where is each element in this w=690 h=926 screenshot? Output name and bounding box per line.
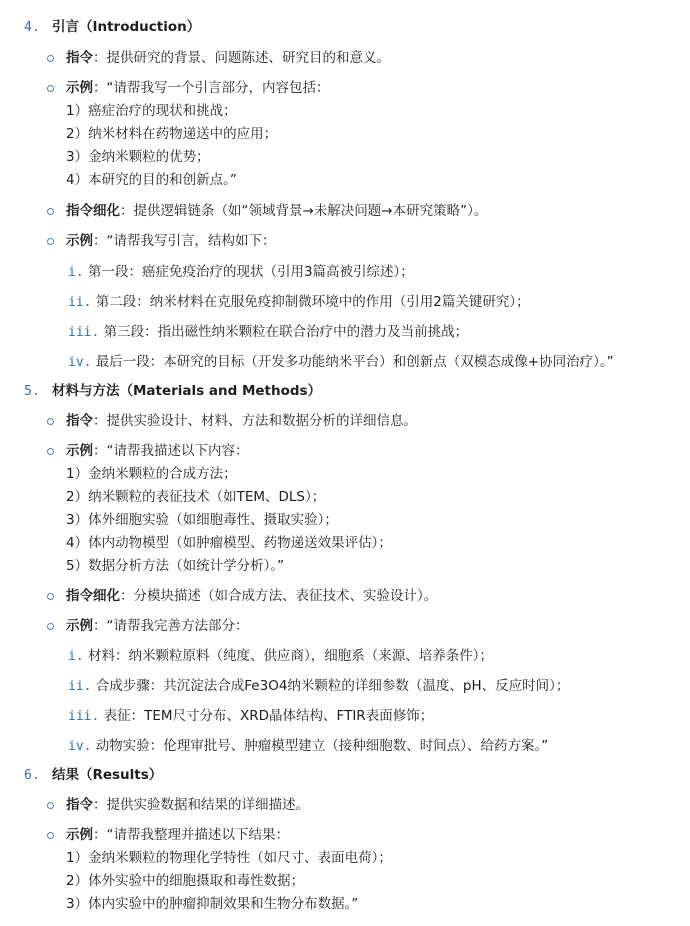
item-text: ：“请帮我写一个引言部分，内容包括： bbox=[93, 80, 330, 96]
instruction-item bbox=[66, 411, 417, 431]
list-item: 5）数据分析方法（如统计学分析）。” bbox=[66, 558, 285, 574]
list-item: 2）体外实验中的细胞摄取和毒性数据； bbox=[66, 873, 305, 889]
roman-list-item bbox=[68, 736, 548, 757]
roman-list-item bbox=[68, 676, 569, 697]
bullet-icon bbox=[47, 623, 54, 630]
roman-numeral: i. bbox=[68, 649, 84, 664]
list-item: 2）纳米颗粒的表征技术（如TEM、DLS）； bbox=[66, 489, 326, 505]
roman-list-item bbox=[68, 352, 614, 373]
item-text: ：提供逻辑链条（如“领域背景→未解决问题→本研究策略”）。 bbox=[120, 203, 488, 219]
roman-text: 表征：TEM尺寸分布、XRD晶体结构、FTIR表面修饰； bbox=[103, 708, 434, 724]
roman-text: 材料：纳米颗粒原料（纯度、供应商），细胞系（来源、培养条件）； bbox=[87, 648, 493, 664]
item-text: ：“请帮我写引言，结构如下： bbox=[93, 233, 276, 249]
roman-text: 最后一段：本研究的目标（开发多功能纳米平台）和创新点（双模态成像+协同治疗）。” bbox=[95, 354, 614, 370]
bullet-icon bbox=[47, 832, 54, 839]
roman-list-item bbox=[68, 706, 433, 727]
list-item: 3）体外细胞实验（如细胞毒性、摄取实验）； bbox=[66, 512, 338, 528]
roman-numeral: iii. bbox=[68, 709, 100, 724]
roman-list-item bbox=[68, 262, 414, 283]
bullet-icon bbox=[47, 85, 54, 92]
bullet-icon bbox=[47, 448, 54, 455]
roman-numeral: iv. bbox=[68, 355, 92, 370]
roman-list-item bbox=[68, 322, 468, 343]
item-key: 示例 bbox=[66, 80, 93, 96]
list-item: 1）金纳米颗粒的合成方法； bbox=[66, 466, 237, 482]
roman-text: 第三段：指出磁性纳米颗粒在联合治疗中的潜力及当前挑战； bbox=[103, 324, 469, 340]
section-title: 结果（Results） bbox=[51, 767, 163, 783]
bullet-icon bbox=[47, 418, 54, 425]
instruction-item bbox=[66, 795, 309, 815]
roman-text: 第二段：纳米材料在克服免疫抑制微环境中的作用（引用2篇关键研究）； bbox=[95, 294, 530, 310]
example-item bbox=[66, 78, 330, 98]
roman-text: 第一段：癌症免疫治疗的现状（引用3篇高被引综述）； bbox=[87, 264, 414, 280]
item-key: 指令 bbox=[66, 797, 93, 813]
list-item: 1）癌症治疗的现状和挑战； bbox=[66, 103, 237, 119]
item-text: ：分模块描述（如合成方法、表征技术、实验设计）。 bbox=[120, 588, 438, 604]
item-text: ：提供研究的背景、问题陈述、研究目的和意义。 bbox=[93, 50, 390, 66]
item-key: 示例 bbox=[66, 443, 93, 459]
list-item: 4）体内动物模型（如肿瘤模型、药物递送效果评估）； bbox=[66, 535, 392, 551]
bullet-icon bbox=[47, 802, 54, 809]
item-key: 示例 bbox=[66, 618, 93, 634]
section-4-heading bbox=[24, 17, 200, 38]
roman-text: 合成步骤：共沉淀法合成Fe3O4纳米颗粒的详细参数（温度、pH、反应时间）； bbox=[95, 678, 570, 694]
roman-list-item bbox=[68, 292, 530, 313]
bullet-icon bbox=[47, 238, 54, 245]
item-text: ：“请帮我整理并描述以下结果： bbox=[93, 827, 289, 843]
list-item: 3）体内实验中的肿瘤抑制效果和生物分布数据。” bbox=[66, 896, 359, 912]
bullet-icon bbox=[47, 55, 54, 62]
roman-list-item bbox=[68, 646, 493, 667]
example-item bbox=[66, 231, 276, 251]
item-text: ：“请帮我完善方法部分： bbox=[93, 618, 249, 634]
item-key: 指令 bbox=[66, 413, 93, 429]
roman-numeral: ii. bbox=[68, 679, 92, 694]
bullet-icon bbox=[47, 208, 54, 215]
section-5-heading bbox=[24, 381, 321, 402]
instruction-refine-item bbox=[66, 586, 437, 606]
item-text: ：提供实验数据和结果的详细描述。 bbox=[93, 797, 309, 813]
item-key: 示例 bbox=[66, 233, 93, 249]
roman-numeral: ii. bbox=[68, 295, 92, 310]
section-number: 6. bbox=[24, 768, 40, 783]
bullet-icon bbox=[47, 593, 54, 600]
list-item: 4）本研究的目的和创新点。” bbox=[66, 172, 237, 188]
item-key: 指令细化 bbox=[66, 588, 120, 604]
section-title: 引言（Introduction） bbox=[51, 19, 201, 35]
list-item: 2）纳米材料在药物递送中的应用； bbox=[66, 126, 278, 142]
roman-numeral: i. bbox=[68, 265, 84, 280]
instruction-item bbox=[66, 48, 390, 68]
item-key: 指令 bbox=[66, 50, 93, 66]
list-item: 3）金纳米颗粒的优势； bbox=[66, 149, 210, 165]
list-item: 1）金纳米颗粒的物理化学特性（如尺寸、表面电荷）； bbox=[66, 850, 392, 866]
example-item bbox=[66, 441, 249, 461]
item-text: ：提供实验设计、材料、方法和数据分析的详细信息。 bbox=[93, 413, 417, 429]
item-text: ：“请帮我描述以下内容： bbox=[93, 443, 249, 459]
section-title: 材料与方法（Materials and Methods） bbox=[51, 383, 322, 399]
roman-numeral: iv. bbox=[68, 739, 92, 754]
item-key: 示例 bbox=[66, 827, 93, 843]
example-item bbox=[66, 825, 289, 845]
instruction-refine-item bbox=[66, 201, 487, 221]
item-key: 指令细化 bbox=[66, 203, 120, 219]
section-number: 5. bbox=[24, 384, 40, 399]
section-number: 4. bbox=[24, 20, 40, 35]
roman-text: 动物实验：伦理审批号、肿瘤模型建立（接种细胞数、时间点）、给药方案。” bbox=[95, 738, 549, 754]
example-item bbox=[66, 616, 249, 636]
roman-numeral: iii. bbox=[68, 325, 100, 340]
section-6-heading bbox=[24, 765, 162, 786]
